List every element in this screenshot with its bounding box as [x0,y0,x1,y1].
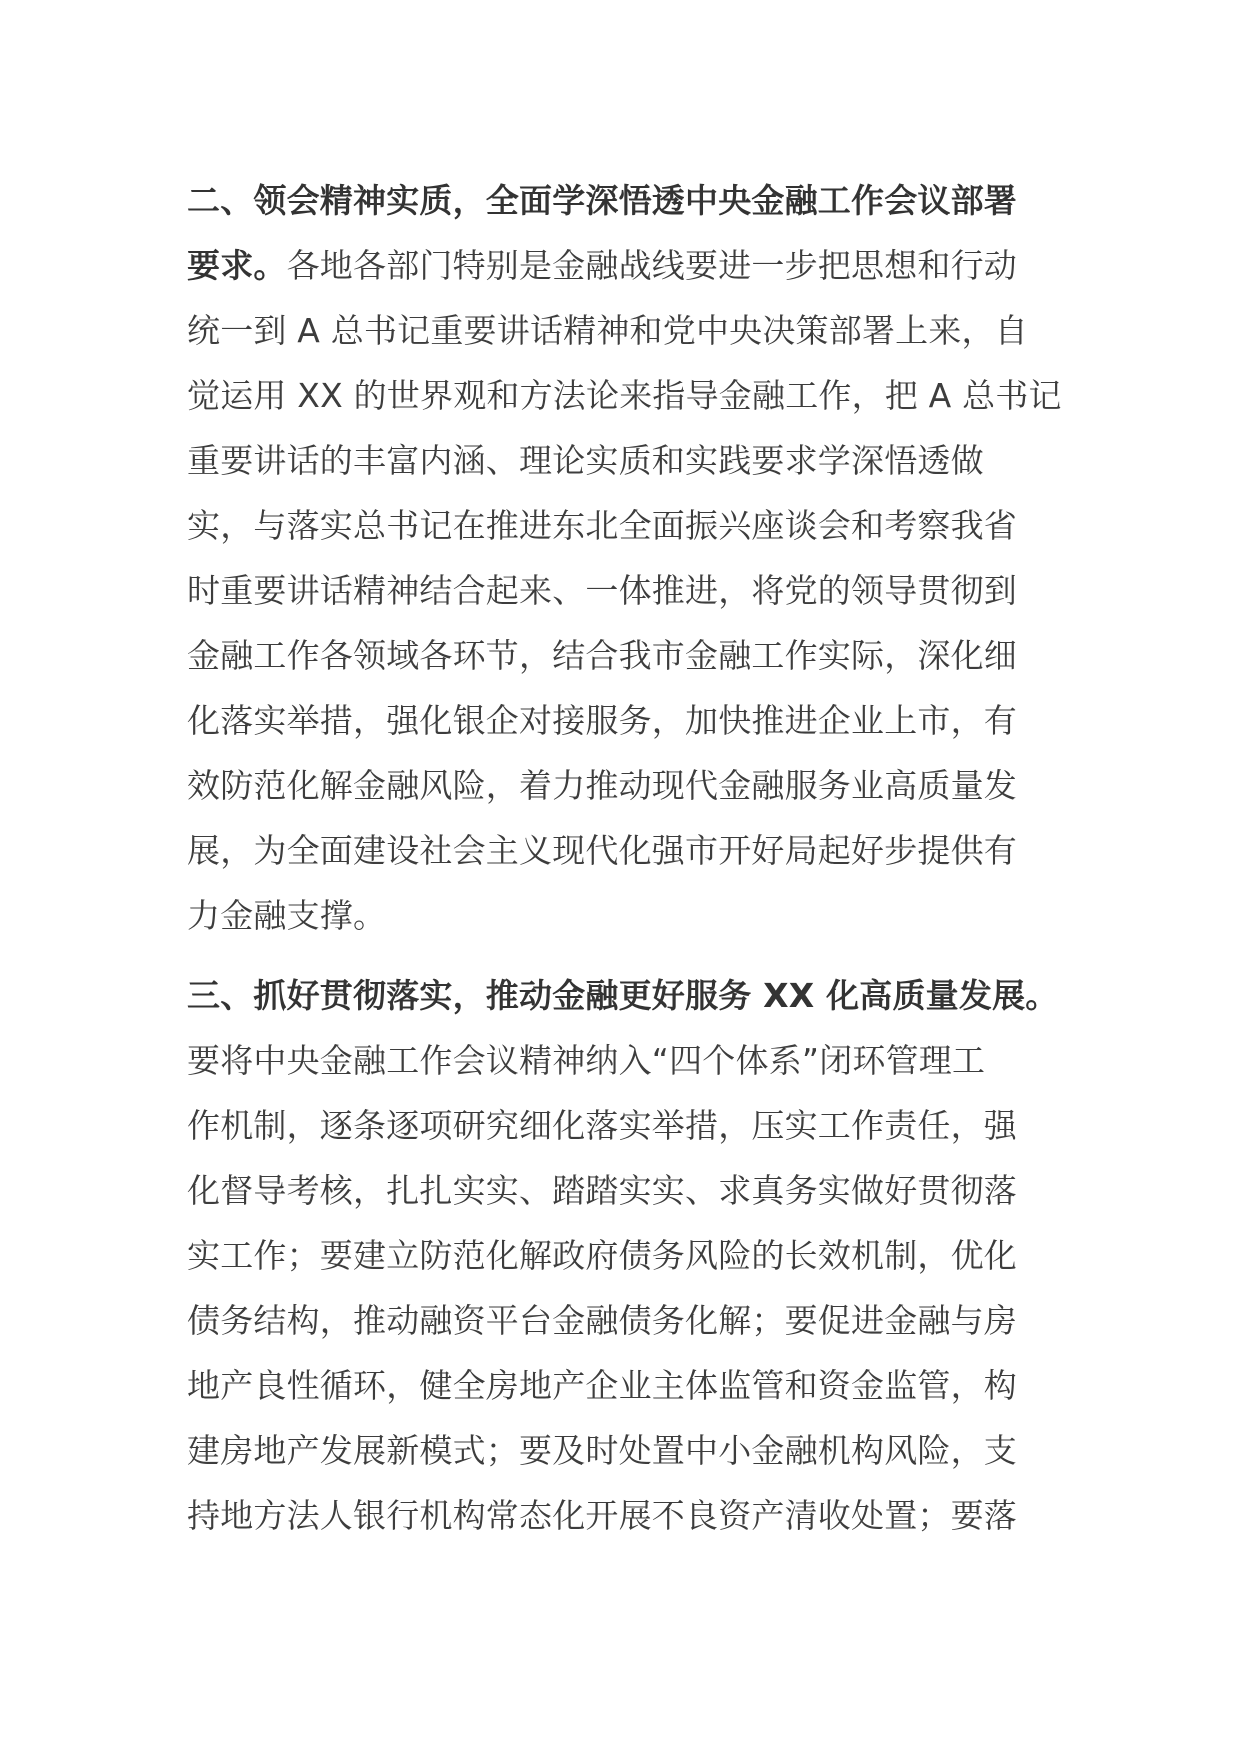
body-text: 建房地产发展新模式；要及时处置中小金融机构风险，支 [187,1431,1017,1470]
body-text: 地产良性循环，健全房地产企业主体监管和资金监管，构 [187,1366,1017,1405]
text-line [187,298,1067,363]
body-text: 实工作；要建立防范化解政府债务风险的长效机制，优化 [187,1236,1017,1275]
text-line [187,1483,1067,1548]
text-line [187,753,1067,818]
text-line [187,428,1067,493]
body-text: 时重要讲话精神结合起来、一体推进，将党的领导贯彻到 [187,571,1017,610]
text-line [187,363,1067,428]
text-line [187,1093,1067,1158]
body-text: 觉运用 XX 的世界观和方法论来指导金融工作，把 A 总书记 [187,376,1062,415]
text-line [187,1158,1067,1223]
text-line [187,883,1067,948]
body-text: 债务结构，推动融资平台金融债务化解；要促进金融与房 [187,1301,1017,1340]
text-line [187,493,1067,558]
text-line [187,963,1067,1028]
body-text: 金融工作各领域各环节，结合我市金融工作实际，深化细 [187,636,1017,675]
heading-text: 二、领会精神实质，全面学深悟透中央金融工作会议部署 [187,181,1017,220]
body-text: 统一到 A 总书记重要讲话精神和党中央决策部署上来，自 [187,311,1028,350]
body-text: 效防范化解金融风险，着力推动现代金融服务业高质量发 [187,766,1017,805]
section-three-paragraph [187,963,1067,1548]
heading-text: 要求。 [187,246,287,285]
text-line [187,168,1067,233]
text-line [187,558,1067,623]
text-line [187,688,1067,753]
body-text: 化督导考核，扎扎实实、踏踏实实、求真务实做好贯彻落 [187,1171,1017,1210]
body-text: 要将中央金融工作会议精神纳入“四个体系”闭环管理工 [187,1041,986,1080]
body-text: 各地各部门特别是金融战线要进一步把思想和行动 [286,246,1018,285]
body-text: 展，为全面建设社会主义现代化强市开好局起好步提供有 [187,831,1017,870]
text-line [187,623,1067,688]
section-two-paragraph [187,168,1067,948]
body-text: 力金融支撑。 [187,896,387,935]
body-text: 作机制，逐条逐项研究细化落实举措，压实工作责任，强 [187,1106,1017,1145]
body-text: 重要讲话的丰富内涵、理论实质和实践要求学深悟透做 [187,441,984,480]
body-text: 实，与落实总书记在推进东北全面振兴座谈会和考察我省 [187,506,1017,545]
text-line [187,818,1067,883]
body-text: 化落实举措，强化银企对接服务，加快推进企业上市，有 [187,701,1017,740]
text-line [187,1223,1067,1288]
text-line [187,1028,1067,1093]
text-line [187,233,1067,298]
heading-text: 三、抓好贯彻落实，推动金融更好服务 XX 化高质量发展。 [187,976,1059,1015]
text-line [187,1288,1067,1353]
text-line [187,1418,1067,1483]
text-line [187,1353,1067,1418]
body-text: 持地方法人银行机构常态化开展不良资产清收处置；要落 [187,1496,1017,1535]
